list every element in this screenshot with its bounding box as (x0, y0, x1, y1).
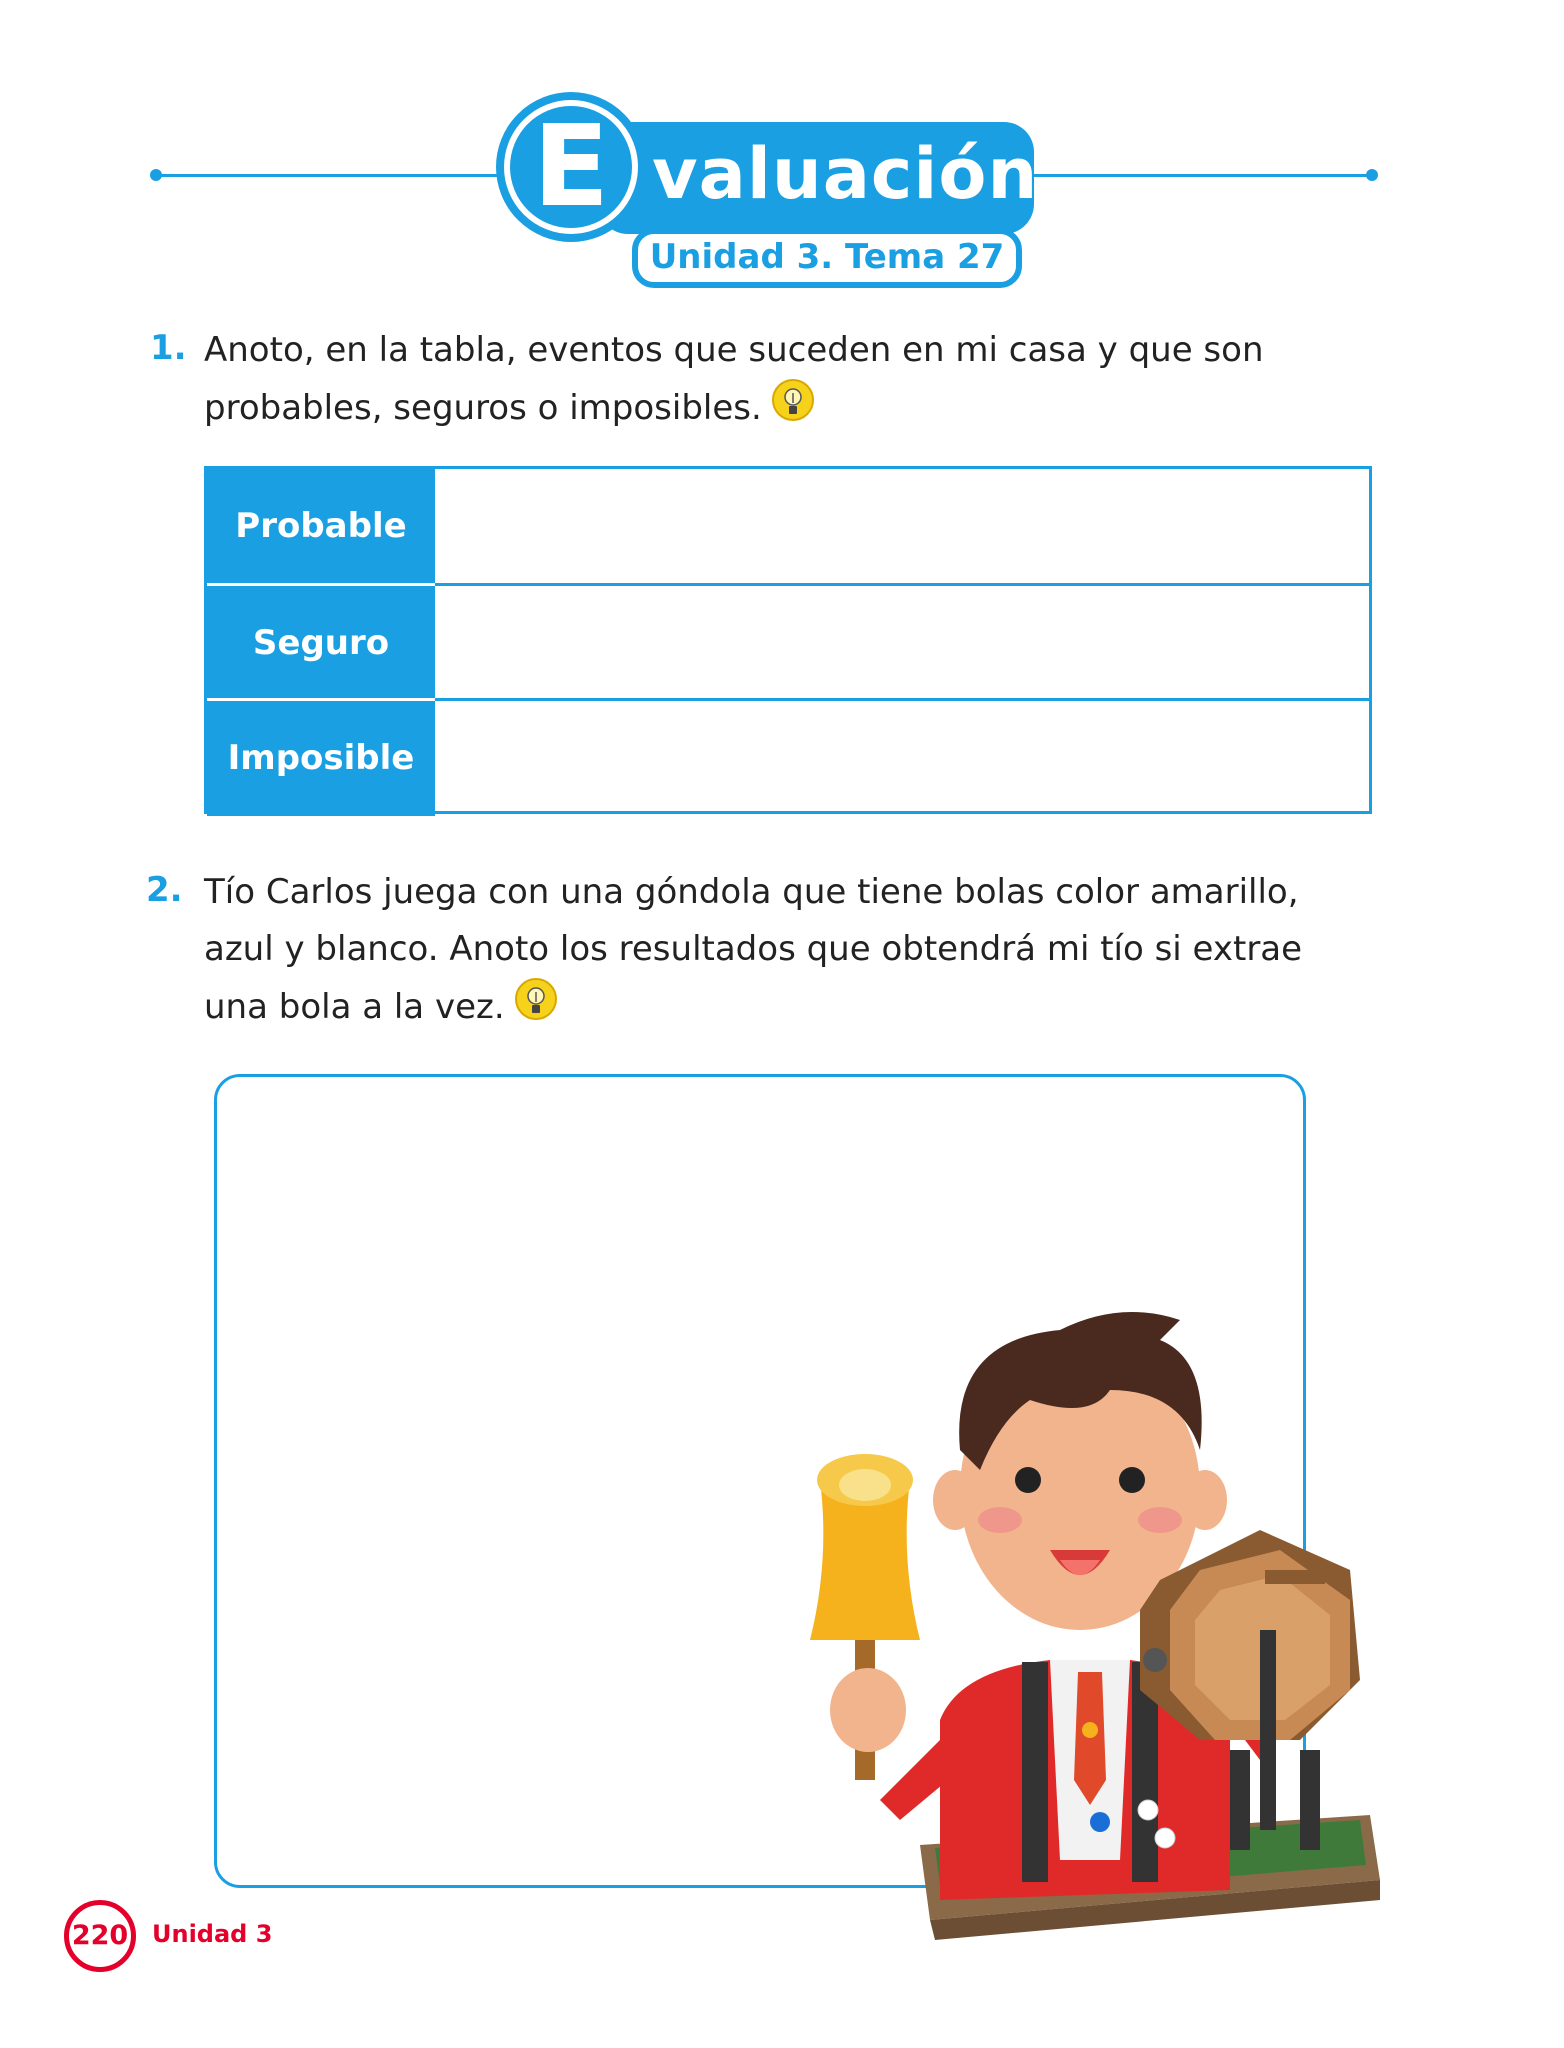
header-dot-right (1366, 169, 1378, 181)
lightbulb-icon (770, 379, 816, 425)
question-1-line2: probables, seguros o imposibles. (204, 379, 1264, 437)
table-cell-probable[interactable] (435, 469, 1369, 584)
header-subtitle: Unidad 3. Tema 27 (649, 237, 1005, 277)
man-with-bell-and-lottery-drum-illustration (760, 1300, 1390, 1940)
table-label-probable: Probable (207, 469, 435, 584)
question-2-line3: una bola a la vez. (204, 978, 1302, 1036)
footer-unit: Unidad 3 (152, 1920, 273, 1948)
table-row (207, 586, 1369, 701)
header-title-rest: valuación (652, 133, 1039, 215)
question-1-text (204, 322, 1264, 437)
lightbulb-icon (513, 978, 559, 1024)
question-1-line1: Anoto, en la tabla, eventos que suceden en mi casa y que son (204, 330, 1264, 370)
question-2-line2: azul y blanco. Anoto los resultados que obtendrá mi tío si extrae (204, 929, 1303, 969)
table-cell-imposible[interactable] (435, 701, 1369, 816)
table-label-imposible: Imposible (207, 701, 435, 816)
header-line-right (1030, 174, 1376, 177)
question-2-text (204, 864, 1302, 1036)
table-row (207, 469, 1369, 584)
table-label-seguro: Seguro (207, 586, 435, 701)
table-cell-seguro[interactable] (435, 586, 1369, 701)
header-title-letter: E (510, 106, 632, 228)
events-table (204, 466, 1372, 814)
header-dot-left (150, 169, 162, 181)
table-row (207, 701, 1369, 816)
question-2-number: 2. (146, 870, 183, 910)
page-number: 220 (64, 1900, 136, 1972)
header-line-left (156, 174, 506, 177)
question-1-number: 1. (150, 328, 187, 368)
question-2-line1: Tío Carlos juega con una góndola que tiene bolas color amarillo, (204, 872, 1299, 912)
